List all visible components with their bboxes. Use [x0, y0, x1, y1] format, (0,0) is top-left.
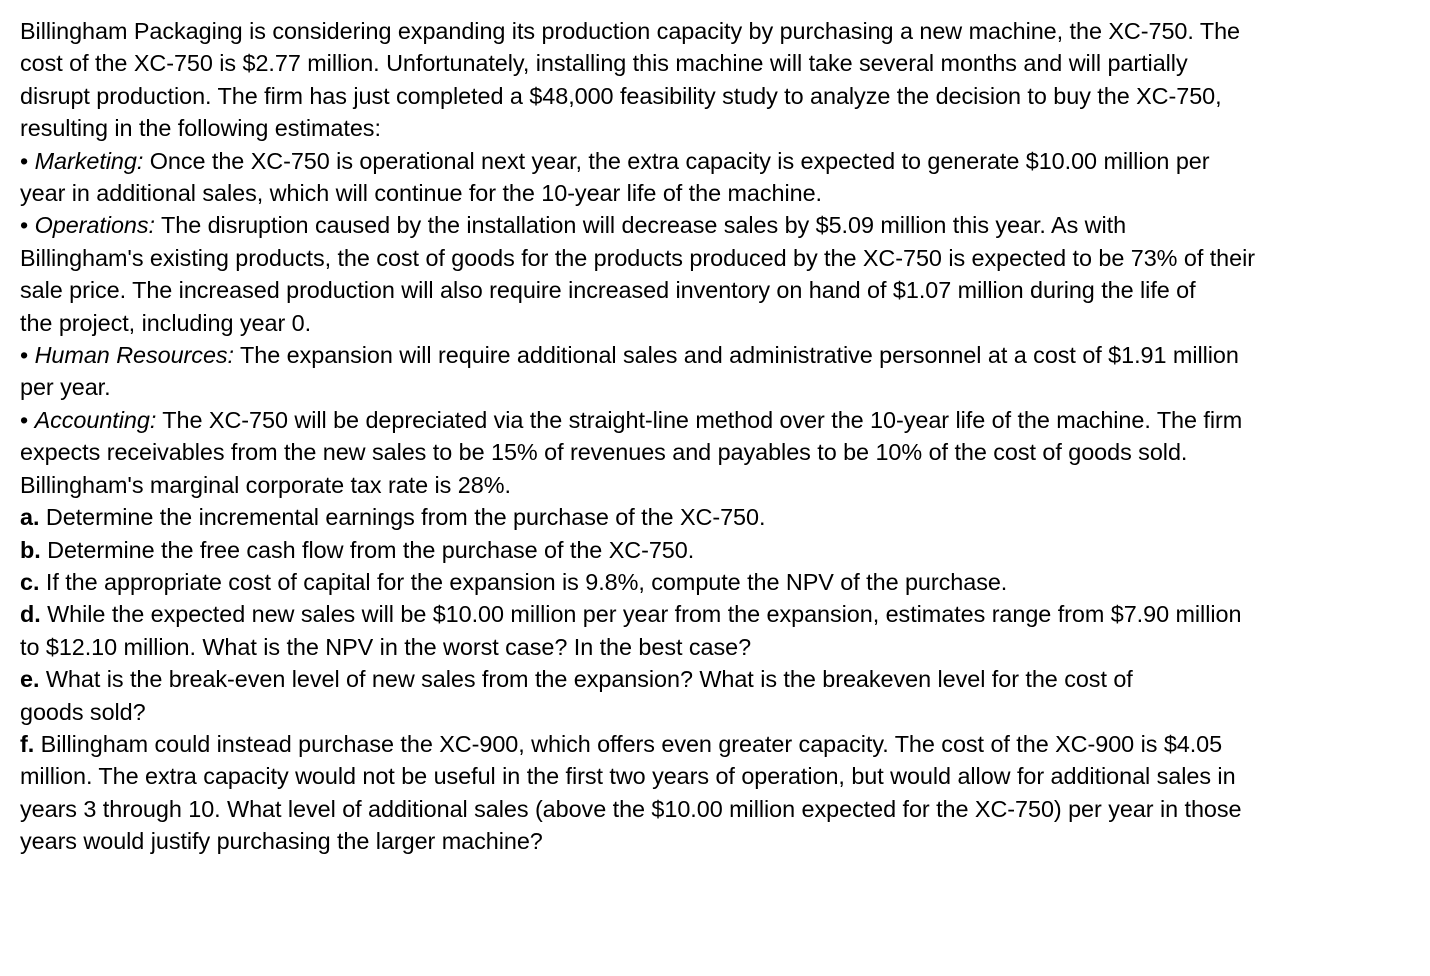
question-text: What is the break-even level of new sales from the expansion? What is the breakeven level for the cost of	[39, 666, 1133, 693]
question-text: years would justify purchasing the larger machine?	[20, 828, 543, 855]
question-e	[20, 663, 1420, 728]
bullet-icon: •	[20, 212, 29, 239]
question-letter: d.	[20, 601, 41, 628]
bullet-text: year in additional sales, which will continue for the 10-year life of the machine.	[20, 180, 823, 207]
bullet-text: per year.	[20, 374, 111, 401]
question-d	[20, 598, 1420, 663]
bullet-operations	[20, 209, 1420, 339]
question-text: Determine the incremental earnings from the purchase of the XC-750.	[39, 504, 766, 531]
bullet-text: expects receivables from the new sales to be 15% of revenues and payables to be 10% of the cost of goods sold.	[20, 439, 1188, 466]
question-b	[20, 534, 1420, 566]
problem-text	[20, 15, 1420, 858]
bullet-topic: Operations:	[34, 212, 155, 239]
question-a	[20, 501, 1420, 533]
question-text: million. The extra capacity would not be useful in the first two years of operation, but would allow for additional sales in	[20, 763, 1236, 790]
bullet-text: Once the XC-750 is operational next year, the extra capacity is expected to generate $10.00 million per	[143, 147, 1210, 174]
bullet-text: Billingham's existing products, the cost of goods for the products produced by the XC-750 is expected to be 73% of their	[20, 244, 1255, 271]
question-text: goods sold?	[20, 698, 146, 725]
question-f	[20, 728, 1420, 858]
question-text: If the appropriate cost of capital for the expansion is 9.8%, compute the NPV of the purchase.	[39, 568, 1008, 595]
bullet-icon: •	[20, 406, 29, 433]
intro-line: cost of the XC-750 is $2.77 million. Unfortunately, installing this machine will take several months and will partially	[20, 50, 1188, 77]
bullet-text: The expansion will require additional sales and administrative personnel at a cost of $1.91 million	[234, 342, 1239, 369]
bullet-icon: •	[20, 342, 29, 369]
intro-paragraph	[20, 15, 1420, 145]
question-letter: e.	[20, 666, 40, 693]
bullet-topic: Human Resources:	[34, 342, 234, 369]
bullet-text: Billingham's marginal corporate tax rate is 28%.	[20, 471, 511, 498]
question-text: While the expected new sales will be $10.00 million per year from the expansion, estimates range from $7.90 million	[40, 601, 1242, 628]
question-letter: f.	[20, 730, 35, 757]
question-letter: c.	[20, 568, 40, 595]
question-text: Billingham could instead purchase the XC-900, which offers even greater capacity. The cost of the XC-900 is $4.05	[34, 730, 1223, 757]
bullet-topic: Marketing:	[34, 147, 144, 174]
intro-line: resulting in the following estimates:	[20, 115, 381, 142]
bullet-text: sale price. The increased production will also require increased inventory on hand of $1.07 million during the life of	[20, 277, 1196, 304]
bullet-text: the project, including year 0.	[20, 309, 312, 336]
bullet-text: The disruption caused by the installation will decrease sales by $5.09 million this year. As with	[154, 212, 1127, 239]
question-letter: a.	[20, 504, 40, 531]
question-text: years 3 through 10. What level of additional sales (above the $10.00 million expected for the XC-750) per year in those	[20, 795, 1242, 822]
bullet-text: The XC-750 will be depreciated via the straight-line method over the 10-year life of the machine. The firm	[156, 406, 1243, 433]
bullet-accounting	[20, 404, 1420, 501]
bullet-marketing	[20, 145, 1420, 210]
bullet-topic: Accounting:	[34, 406, 157, 433]
question-text: to $12.10 million. What is the NPV in the worst case? In the best case?	[20, 633, 752, 660]
bullet-icon: •	[20, 147, 29, 174]
question-c	[20, 566, 1420, 598]
question-text: Determine the free cash flow from the purchase of the XC-750.	[40, 536, 695, 563]
question-letter: b.	[20, 536, 41, 563]
intro-line: Billingham Packaging is considering expanding its production capacity by purchasing a new machine, the XC-750. The	[20, 18, 1240, 44]
intro-line: disrupt production. The firm has just completed a $48,000 feasibility study to analyze the decision to buy the XC-750,	[20, 82, 1222, 109]
bullet-human-resources	[20, 339, 1420, 404]
